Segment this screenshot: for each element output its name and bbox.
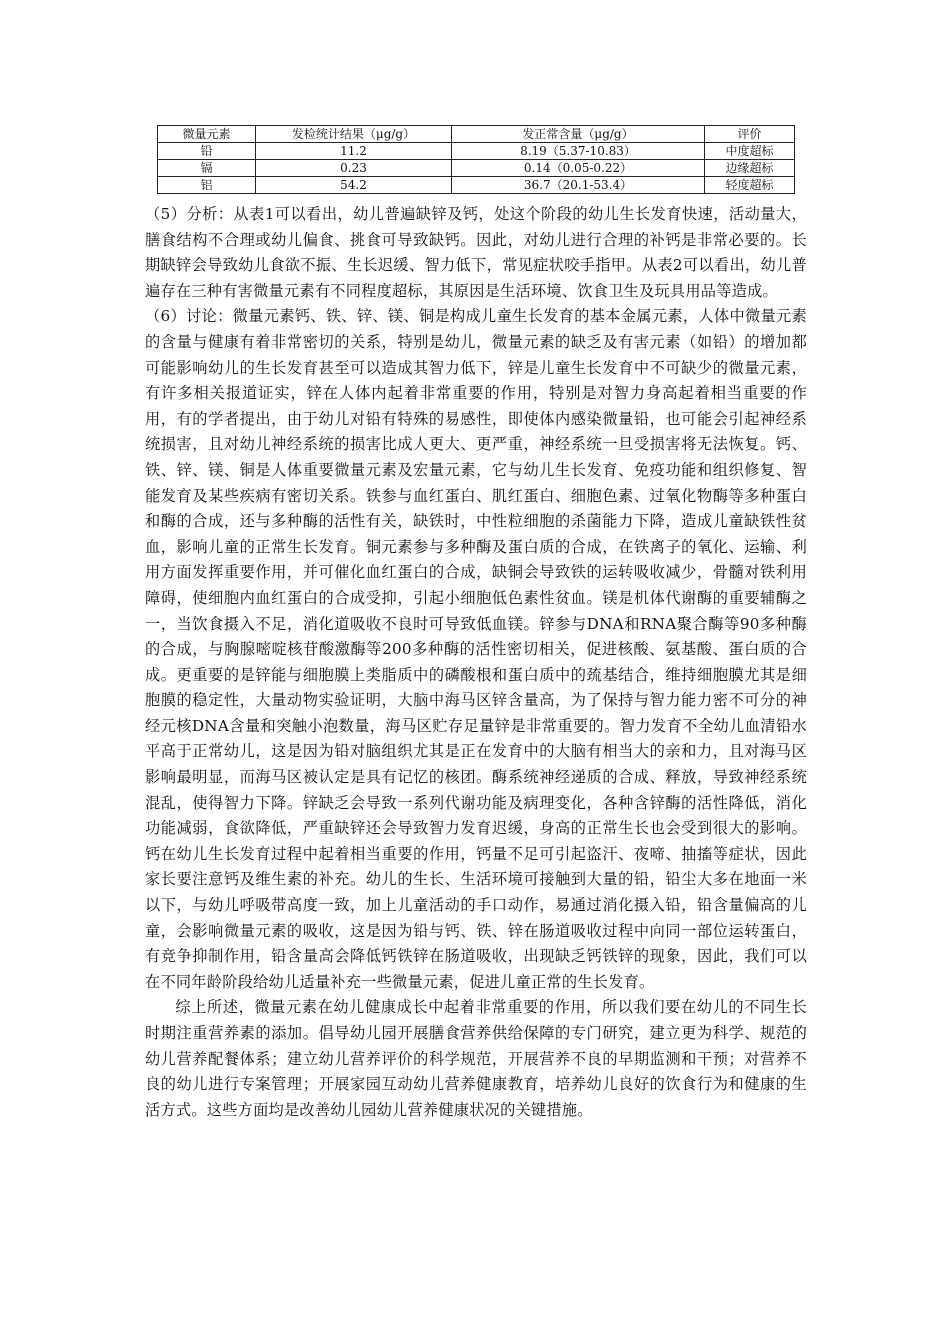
cell-element: 铅 — [158, 143, 256, 160]
conclusion-paragraph: 综上所述，微量元素在幼儿健康成长中起着非常重要的作用，所以我们要在幼儿的不同生长时期注重营养素的添加。倡导幼儿园开展膳食营养供给保障的专门研究，建立更为科学、规范的幼儿营养配餐体系；建立幼儿营养评价的科学规范，开展营养不良的早期监测和干预；对营养不良的幼儿进行专案管理；开展家园互动幼儿营养健康教育，培养幼儿良好的饮食行为和健康的生活方式。这些方面均是改善幼儿园幼儿营养健康状况的关键措施。 — [145, 998, 807, 1119]
table-row — [158, 160, 795, 177]
cell-element: 镉 — [158, 160, 256, 177]
cell-normal-content: 8.19（5.37-10.83） — [452, 143, 705, 160]
cell-normal-content: 0.14（0.05-0.22） — [452, 160, 705, 177]
trace-element-table — [157, 125, 795, 194]
cell-test-result: 0.23 — [256, 160, 452, 177]
header-evaluation: 评价 — [705, 126, 795, 143]
table-row — [158, 177, 795, 194]
analysis-paragraph: （5）分析：从表1可以看出，幼儿普遍缺锌及钙，处这个阶段的幼儿生长发育快速，活动量大，膳食结构不合理或幼儿偏食、挑食可导致缺钙。因此，对幼儿进行合理的补钙是非常必要的。长期缺锌会导致幼儿食欲不振、生长迟缓、智力低下，常见症状咬手指甲。从表2可以看出，幼儿普遍存在三种有害微量元素有不同程度超标，其原因是生活环境、饮食卫生及玩具用品等造成。 — [145, 205, 807, 300]
table-row — [158, 143, 795, 160]
header-normal-content: 发正常含量（μg/g） — [452, 126, 705, 143]
cell-evaluation: 中度超标 — [705, 143, 795, 160]
table-header-row — [158, 126, 795, 143]
cell-element: 铝 — [158, 177, 256, 194]
body-text — [145, 202, 807, 1123]
header-test-result: 发检统计结果（μg/g） — [256, 126, 452, 143]
header-element: 微量元素 — [158, 126, 256, 143]
cell-evaluation: 边缘超标 — [705, 160, 795, 177]
cell-evaluation: 轻度超标 — [705, 177, 795, 194]
discussion-paragraph: （6）讨论：微量元素钙、铁、锌、镁、铜是构成儿童生长发育的基本金属元素，人体中微量元素的含量与健康有着非常密切的关系，特别是幼儿，微量元素的缺乏及有害元素（如铅）的增加都可能影响幼儿的生长发育甚至可以造成其智力低下，锌是儿童生长发育中不可缺少的微量元素，有许多相关报道证实，锌在人体内起着非常重要的作用，特别是对智力身高起着相当重要的作用，有的学者提出，由于幼儿对铅有特殊的易感性，即使体内感染微量铅，也可能会引起神经系统损害，且对幼儿神经系统的损害比成人更大、更严重，神经系统一旦受损害将无法恢复。钙、铁、锌、镁、铜是人体重要微量元素及宏量元素，它与幼儿生长发育、免疫功能和组织修复、智能发育及某些疾病有密切关系。铁参与血红蛋白、肌红蛋白、细胞色素、过氧化物酶等多种蛋白和酶的合成，还与多种酶的活性有关，缺铁时，中性粒细胞的杀菌能力下降，造成儿童缺铁性贫血，影响儿童的正常生长发育。铜元素参与多种酶及蛋白质的合成，在铁离子的氧化、运输、利用方面发挥重要作用，并可催化血红蛋白的合成，缺铜会导致铁的运转吸收减少，骨髓对铁利用障碍，使细胞内血红蛋白的合成受抑，引起小细胞低色素性贫血。镁是机体代谢酶的重要辅酶之一，当饮食摄入不足，消化道吸收不良时可导致低血镁。锌参与DNA和RNA聚合酶等90多种酶的合成，与胸腺嘧啶核苷酸激酶等200多种酶的活性密切相关，促进核酸、氨基酸、蛋白质的合成。更重要的是锌能与细胞膜上类脂质中的磷酸根和蛋白质中的巯基结合，维持细胞膜尤其是细胞膜的稳定性，大量动物实验证明，大脑中海马区锌含量高，为了保持与智力能力密不可分的神经元核DNA含量和突触小泡数量，海马区贮存足量锌是非常重要的。智力发育不全幼儿血清铅水平高于正常幼儿，这是因为铅对脑组织尤其是正在发育中的大脑有相当大的亲和力，且对海马区影响最明显，而海马区被认定是具有记忆的核团。酶系统神经递质的合成、释放，导致神经系统混乱，使得智力下降。锌缺乏会导致一系列代谢功能及病理变化，各种含锌酶的活性降低，消化功能减弱，食欲降低，严重缺锌还会导致智力发育迟缓，身高的正常生长也会受到很大的影响。钙在幼儿生长发育过程中起着相当重要的作用，钙量不足可引起盗汗、夜啼、抽搐等症状，因此家长要注意钙及维生素的补充。幼儿的生长、生活环境可接触到大量的铅，铅尘大多在地面一米以下，与幼儿呼吸带高度一致，加上儿童活动的手口动作，易通过消化摄入铅，铅含量偏高的儿童，会影响微量元素的吸收，这是因为铅与钙、铁、锌在肠道吸收过程中向同一部位运转蛋白，有竞争抑制作用，铅含量高会降低钙铁锌在肠道吸收，出现缺乏钙铁锌的现象，因此，我们可以在不同年龄阶段给幼儿适量补充一些微量元素，促进儿童正常的生长发育。 — [145, 307, 807, 991]
cell-test-result: 11.2 — [256, 143, 452, 160]
cell-normal-content: 36.7（20.1-53.4） — [452, 177, 705, 194]
cell-test-result: 54.2 — [256, 177, 452, 194]
